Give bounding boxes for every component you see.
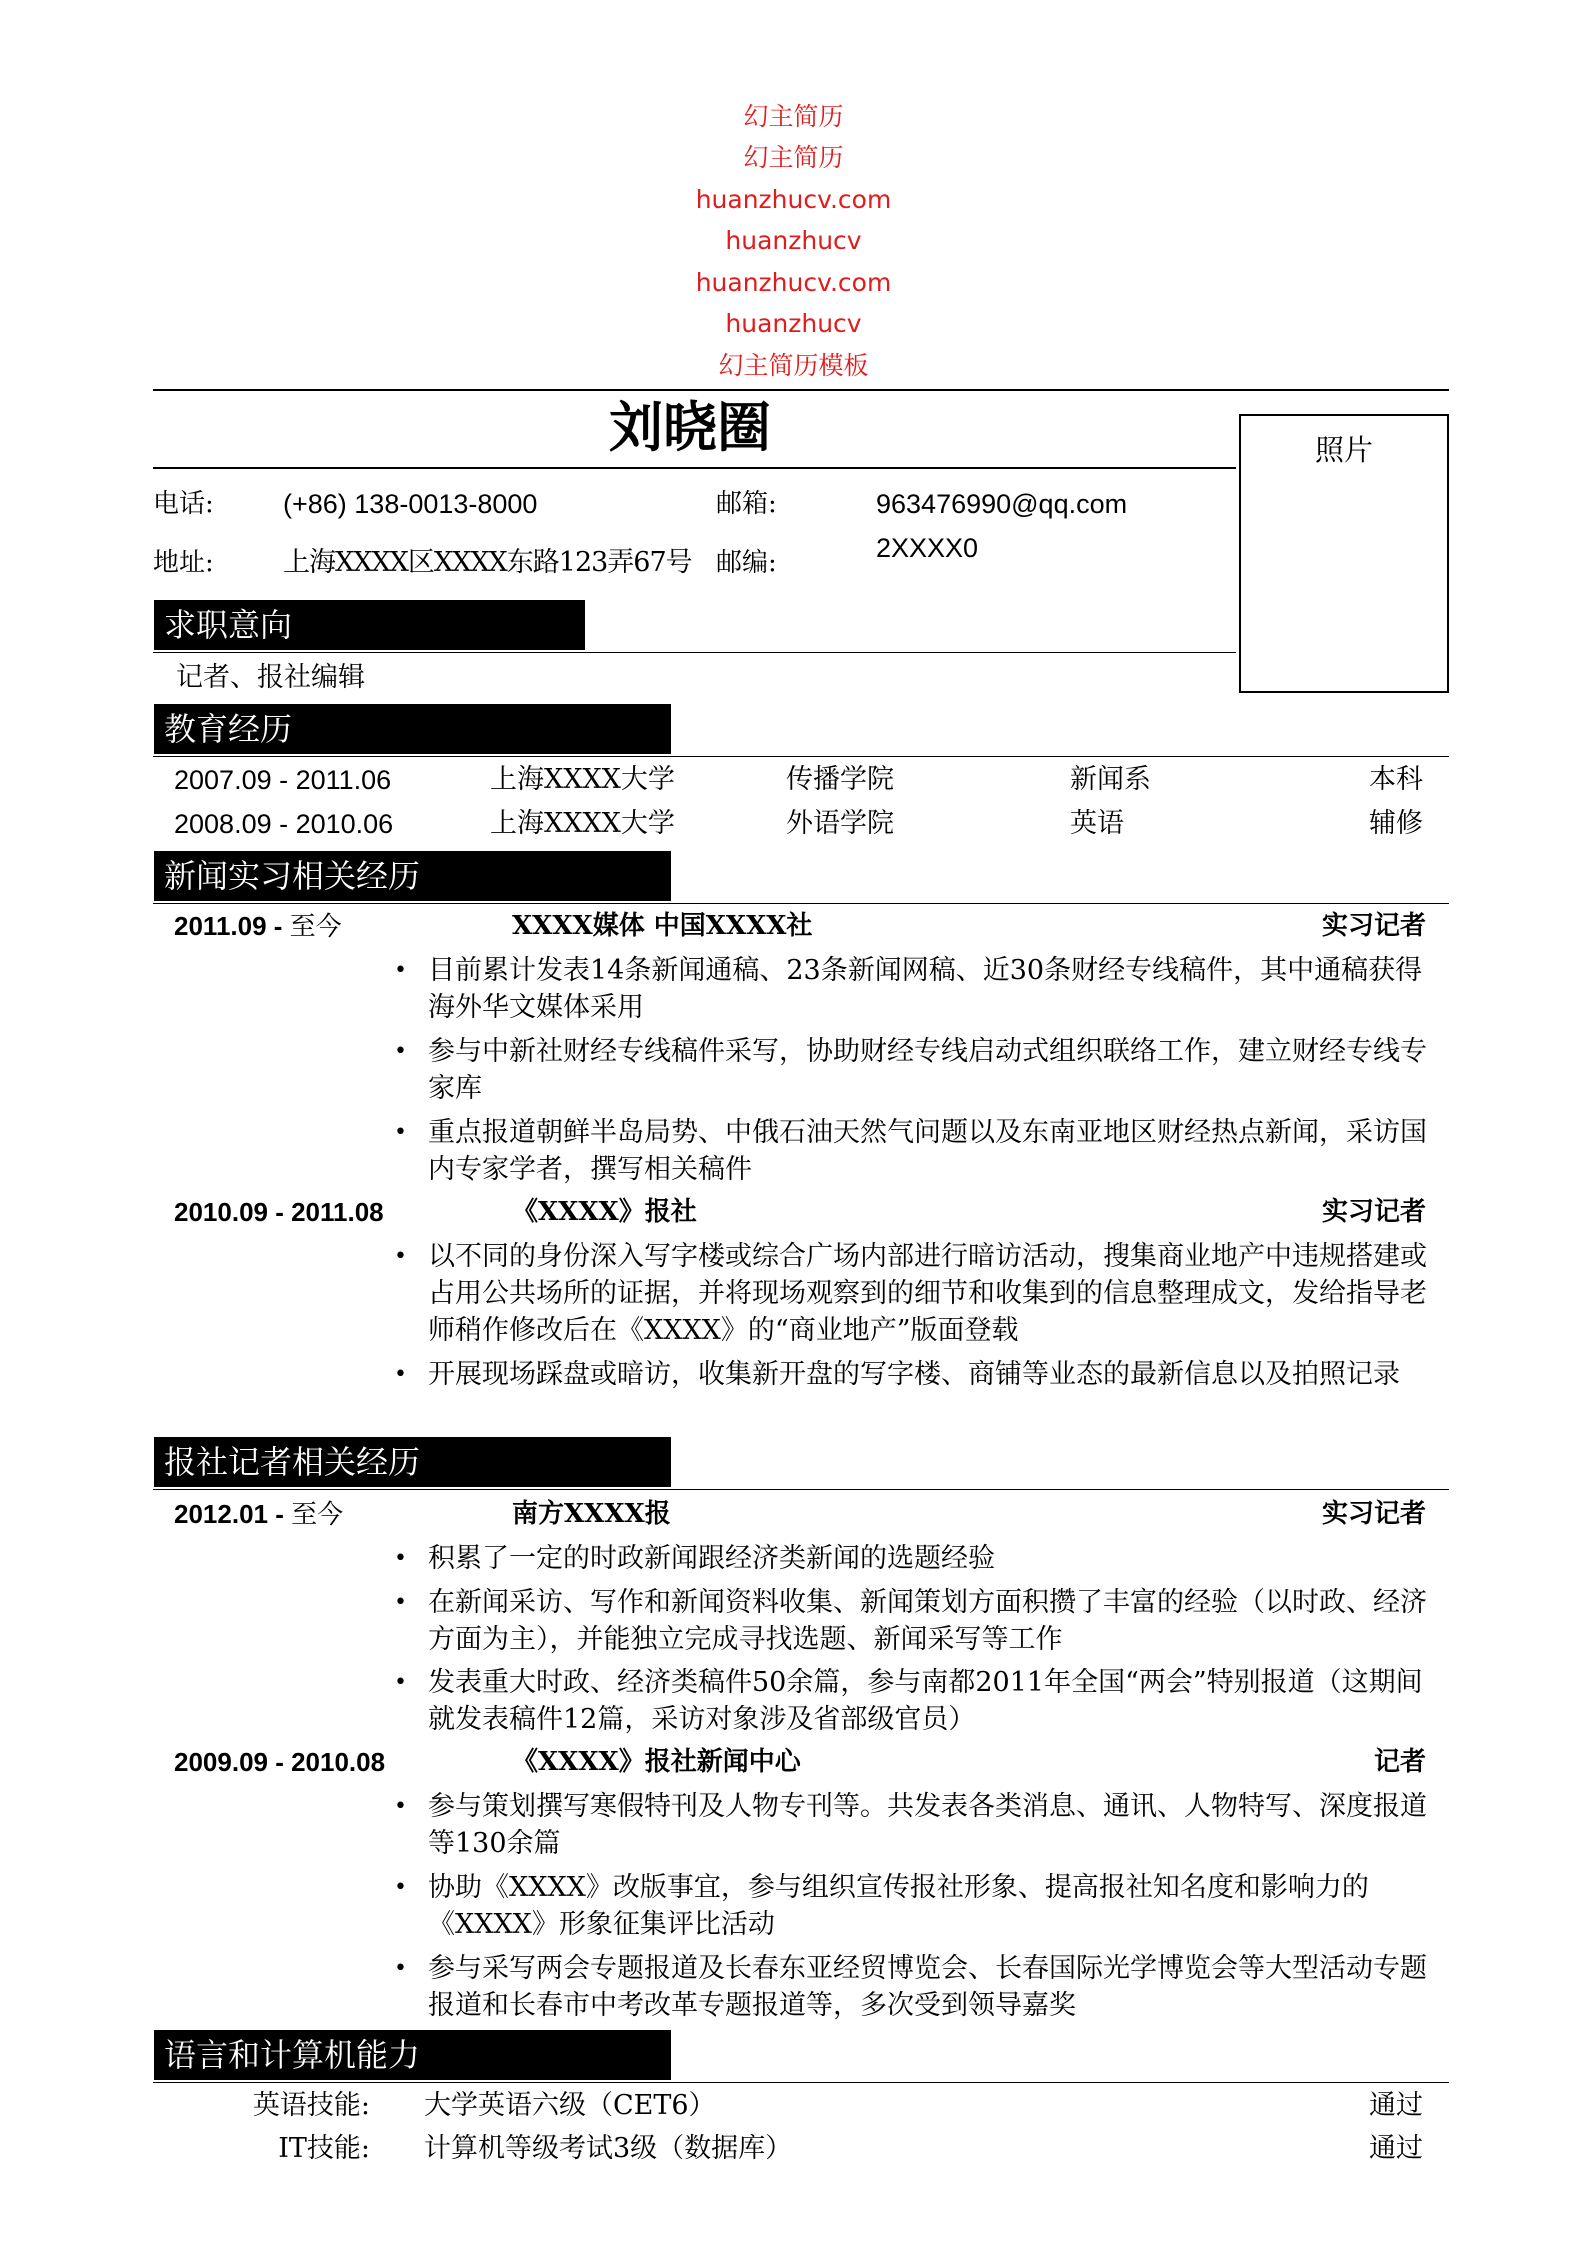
skill-label: 英语技能: — [252, 2090, 370, 2121]
candidate-name: 刘晓圈 — [609, 395, 771, 459]
entry-role: 实习记者 — [1321, 1197, 1426, 1227]
zip-value: 2XXXX0 — [876, 533, 979, 563]
reporter-rule — [153, 1489, 1449, 1490]
edu-college: 传播学院 — [786, 764, 894, 795]
skill-value: 大学英语六级（CET6） — [424, 2090, 716, 2121]
photo-placeholder — [1239, 414, 1449, 693]
entry-role: 实习记者 — [1321, 911, 1426, 941]
watermark-line: huanzhucv.com — [695, 185, 892, 214]
entry-bullet: • 参与中新社财经专线稿件采写，协助财经专线启动式组织联络工作，建立财经专线专家库 — [428, 1033, 1438, 1107]
top-rule — [153, 389, 1449, 391]
section-objective: 求职意向 — [154, 600, 585, 650]
watermark-line: huanzhucv.com — [695, 268, 892, 297]
watermark-line: huanzhucv — [725, 226, 862, 255]
edu-date: 2008.09 - 2010.06 — [174, 809, 394, 839]
section-education: 教育经历 — [154, 704, 671, 754]
skills-rule — [153, 2082, 1449, 2083]
edu-major: 英语 — [1070, 808, 1124, 839]
edu-degree: 辅修 — [1369, 808, 1423, 839]
edu-college: 外语学院 — [786, 808, 894, 839]
skill-value: 计算机等级考试3级（数据库） — [424, 2133, 793, 2164]
section-reporter: 报社记者相关经历 — [154, 1437, 671, 1487]
entry-bullet: • 在新闻采访、写作和新闻资料收集、新闻策划方面积攒了丰富的经验（以时政、经济方面为主），并能独立完成寻找选题、新闻采写等工作 — [428, 1584, 1438, 1658]
entry-date: 2012.01 - 至今 — [174, 1499, 344, 1530]
entry-bullet: • 发表重大时政、经济类稿件50余篇，参与南都2011年全国“两会”特别报道（这期间就发表稿件12篇，采访对象涉及省部级官员） — [428, 1664, 1438, 1738]
phone-value: (+86) 138-0013-8000 — [283, 489, 538, 519]
entry-role: 实习记者 — [1321, 1499, 1426, 1529]
entry-bullet: • 重点报道朝鲜半岛局势、中俄石油天然气问题以及东南亚地区财经热点新闻，采访国内专家学者，撰写相关稿件 — [428, 1114, 1438, 1188]
entry-bullet: • 参与采写两会专题报道及长春东亚经贸博览会、长春国际光学博览会等大型活动专题报道和长春市中考改革专题报道等，多次受到领导嘉奖 — [428, 1950, 1438, 2024]
entry-bullet: • 开展现场踩盘或暗访，收集新开盘的写字楼、商铺等业态的最新信息以及拍照记录 — [428, 1356, 1438, 1393]
zip-label: 邮编: — [716, 548, 777, 578]
watermark-line: 幻主简历 — [743, 143, 844, 172]
section-skills: 语言和计算机能力 — [154, 2030, 671, 2080]
entry-org: 《XXXX》报社 — [512, 1197, 697, 1227]
objective-rule — [153, 652, 1236, 653]
section-news-intern: 新闻实习相关经历 — [154, 851, 671, 901]
edu-date: 2007.09 - 2011.06 — [174, 765, 392, 795]
address-label: 地址: — [153, 548, 214, 578]
entry-bullet: • 目前累计发表14条新闻通稿、23条新闻网稿、近30条财经专线稿件，其中通稿获得海外华文媒体采用 — [428, 952, 1438, 1026]
edu-school: 上海XXXX大学 — [490, 808, 675, 839]
entry-org: 南方XXXX报 — [512, 1499, 671, 1529]
entry-bullet: • 参与策划撰写寒假特刊及人物专刊等。共发表各类消息、通讯、人物特写、深度报道等130余篇 — [428, 1788, 1438, 1862]
entry-date: 2009.09 - 2010.08 — [174, 1747, 386, 1777]
address-value: 上海XXXX区XXXX东路123弄67号 — [283, 547, 692, 578]
entry-bullet: • 积累了一定的时政新闻跟经济类新闻的选题经验 — [428, 1540, 1438, 1577]
email-label: 邮箱: — [716, 489, 777, 519]
phone-label: 电话: — [153, 489, 214, 519]
entry-date: 2011.09 - 至今 — [174, 911, 342, 942]
skill-result: 通过 — [1369, 2090, 1423, 2121]
entry-date: 2010.09 - 2011.08 — [174, 1197, 384, 1227]
edu-major: 新闻系 — [1070, 764, 1151, 795]
name-rule — [153, 467, 1236, 469]
entry-org: 《XXXX》报社新闻中心 — [512, 1747, 801, 1777]
edu-school: 上海XXXX大学 — [490, 764, 675, 795]
watermark-line: 幻主简历模板 — [718, 351, 869, 380]
skill-label: IT技能: — [278, 2133, 370, 2164]
news-intern-rule — [153, 903, 1449, 904]
edu-degree: 本科 — [1369, 764, 1423, 795]
objective-text: 记者、报社编辑 — [176, 662, 365, 693]
photo-label: 照片 — [1314, 433, 1373, 467]
entry-role: 记者 — [1373, 1747, 1426, 1777]
watermark-line: huanzhucv — [725, 309, 862, 338]
watermark-line: 幻主简历 — [743, 102, 844, 131]
education-rule — [153, 756, 1449, 757]
entry-bullet: • 以不同的身份深入写字楼或综合广场内部进行暗访活动，搜集商业地产中违规搭建或占用公共场所的证据，并将现场观察到的细节和收集到的信息整理成文，发给指导老师稍作修改后在《XXXX》的“商业地产”版面登载 — [428, 1238, 1438, 1349]
email-value: 963476990@qq.com — [876, 489, 1128, 519]
skill-result: 通过 — [1369, 2133, 1423, 2164]
entry-org: XXXX媒体 中国XXXX社 — [512, 911, 813, 941]
entry-bullet: • 协助《XXXX》改版事宜，参与组织宣传报社形象、提高报社知名度和影响力的《XXXX》形象征集评比活动 — [428, 1869, 1438, 1943]
